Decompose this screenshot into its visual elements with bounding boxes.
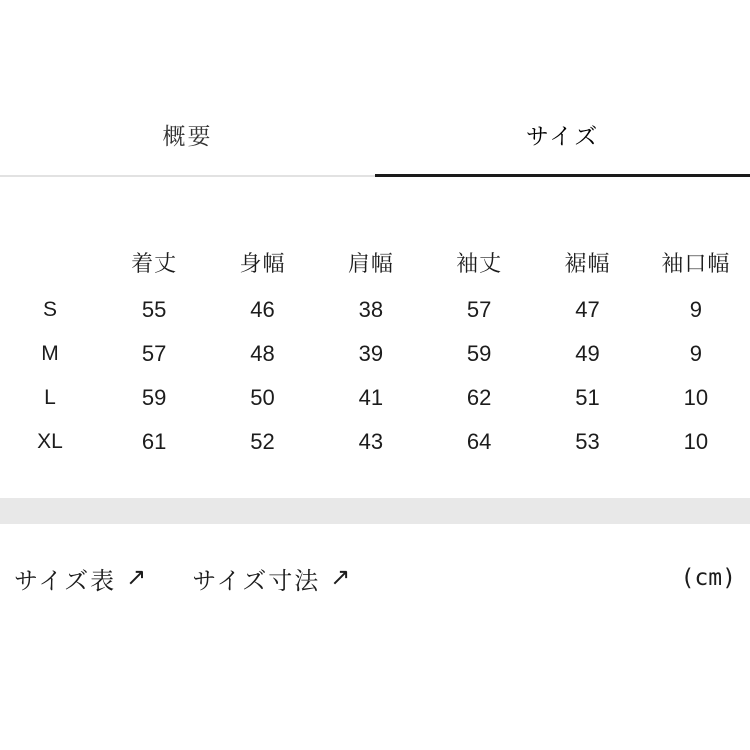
table-row: [0, 332, 750, 376]
row-size-label-3: XL: [37, 430, 63, 453]
cell-3-3: 64: [466, 429, 492, 454]
cell-1-2: 39: [358, 341, 384, 366]
table-header-row: [0, 236, 750, 288]
table-row: [0, 420, 750, 464]
table-row: [0, 376, 750, 420]
cell-1-3: 59: [466, 341, 492, 366]
table-column-header-0: 着丈: [131, 250, 178, 276]
footer-note-row: [0, 558, 750, 598]
cell-0-0: 55: [141, 297, 167, 322]
cell-2-2: 41: [358, 385, 384, 410]
row-size-label-0: S: [42, 298, 57, 321]
cell-0-1: 46: [250, 297, 275, 322]
table-column-header-3: 袖丈: [456, 250, 503, 276]
cell-2-4: 51: [575, 385, 600, 410]
table-corner-cell: [0, 236, 100, 288]
tab-overview[interactable]: [0, 125, 375, 177]
cell-2-0: 59: [141, 385, 167, 410]
arrow-up-right-icon: ↗: [126, 564, 149, 591]
table-row: [0, 288, 750, 332]
cell-1-5: 9: [689, 341, 702, 366]
cell-0-4: 47: [575, 297, 600, 322]
table-column-header-4: 裾幅: [564, 250, 611, 276]
size-dimensions-link[interactable]: [192, 561, 352, 596]
cell-3-2: 43: [358, 429, 384, 454]
section-divider: [0, 498, 750, 524]
cell-2-1: 50: [250, 385, 275, 410]
cell-0-3: 57: [466, 297, 492, 322]
cell-1-0: 57: [141, 341, 167, 366]
tab-size[interactable]: [375, 125, 750, 177]
tab-size-label: サイズ: [525, 123, 600, 149]
unit-label: (cm): [680, 565, 736, 591]
cell-3-4: 53: [575, 429, 600, 454]
cell-3-5: 10: [683, 429, 709, 454]
cell-2-5: 10: [683, 385, 709, 410]
table-column-header-1: 身幅: [239, 250, 286, 276]
size-chart-link-label: サイズ表: [14, 567, 117, 595]
row-size-label-1: M: [41, 342, 59, 365]
table-head: [0, 236, 750, 288]
table-column-header-2: 肩幅: [347, 250, 394, 276]
cell-1-1: 48: [250, 341, 275, 366]
cell-3-0: 61: [141, 429, 167, 454]
row-size-label-2: L: [44, 386, 56, 409]
arrow-up-right-icon: ↗: [330, 564, 353, 591]
tab-overview-label: 概要: [162, 123, 213, 149]
table-column-header-5: 袖口幅: [661, 250, 731, 276]
cell-0-2: 38: [358, 297, 384, 322]
cell-0-5: 9: [689, 297, 702, 322]
tab-bar: [0, 125, 750, 177]
size-chart-link[interactable]: [14, 561, 148, 596]
size-measurements-table: [0, 236, 750, 464]
cell-2-3: 62: [466, 385, 492, 410]
size-dimensions-link-label: サイズ寸法: [192, 567, 321, 595]
table-body: [0, 288, 750, 464]
cell-1-4: 49: [575, 341, 600, 366]
cell-3-1: 52: [250, 429, 275, 454]
